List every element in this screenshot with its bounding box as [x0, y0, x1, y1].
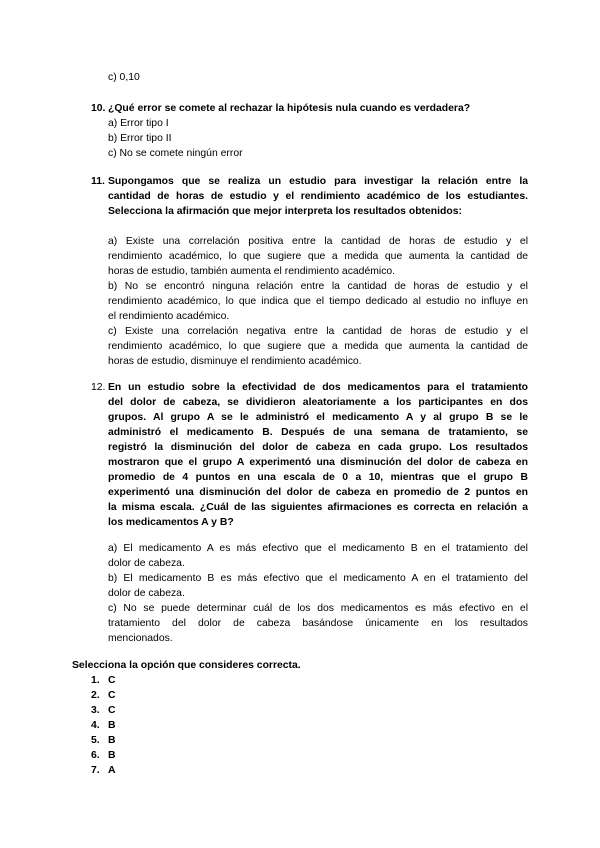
q9-option-c: c) 0,10 [108, 72, 140, 83]
q12-question-line: administró el medicamento B. Después de una semana de tratamiento, se [108, 427, 528, 438]
q11-option-line: a) Existe una correlación positiva entre la cantidad de horas de estudio y el [108, 236, 528, 247]
q11-question-line: Supongamos que se realiza un estudio para investigar la relación entre la [108, 176, 528, 187]
answer-number: 2. [91, 690, 100, 701]
answer-value: B [108, 720, 116, 731]
answer-value: B [108, 750, 116, 761]
q10-question: ¿Qué error se comete al rechazar la hipótesis nula cuando es verdadera? [108, 103, 471, 114]
q12-question-line: del dolor de cabeza, se dividieron aleatoriamente a los participantes en dos [108, 397, 528, 408]
q12-option-line: a) El medicamento A es más efectivo que el medicamento B en el tratamiento del [108, 543, 528, 554]
q12-option-line: c) No se puede determinar cuál de los dos medicamentos es más efectivo en el [108, 603, 528, 614]
answer-value: C [108, 705, 116, 716]
q11-number: 11. [91, 176, 105, 187]
answer-value: C [108, 690, 116, 701]
q11-option-line: rendimiento académico, lo que indica que el tiempo dedicado al estudio no influye en [108, 296, 528, 307]
q11-question-line: Selecciona la afirmación que mejor interpreta los resultados obtenidos: [108, 206, 462, 217]
answer-number: 7. [91, 765, 100, 776]
q12-option-line: mencionados. [108, 633, 173, 644]
answer-value: C [108, 675, 116, 686]
q11-option-line: c) Existe una correlación negativa entre la cantidad de horas de estudio y el [108, 326, 528, 337]
q11-option-line: horas de estudio, disminuye el rendimiento académico. [108, 356, 362, 367]
q11-option-line: rendimiento académico, lo que sugiere que a medida que aumenta la cantidad de [108, 251, 528, 262]
answers-heading: Selecciona la opción que consideres correcta. [72, 660, 301, 671]
answer-number: 3. [91, 705, 100, 716]
answer-number: 5. [91, 735, 100, 746]
q10-number: 10. [91, 103, 106, 114]
q12-question-line: experimentó una disminución del dolor de cabeza en promedio de 2 puntos en [108, 487, 528, 498]
q12-question-line: mostraron que el grupo A experimentó una disminución del dolor de cabeza en [108, 457, 528, 468]
q11-option-line: b) No se encontró ninguna relación entre la cantidad de horas de estudio y el [108, 281, 528, 292]
q12-question-line: la misma escala. ¿Cuál de las siguientes afirmaciones es correcta en relación a [108, 502, 528, 513]
q12-question-line: los medicamentos A y B? [108, 517, 234, 528]
answer-number: 6. [91, 750, 100, 761]
answer-number: 4. [91, 720, 100, 731]
q11-question-line: cantidad de horas de estudio y el rendimiento académico de los estudiantes. [108, 191, 528, 202]
q12-option-line: dolor de cabeza. [108, 588, 185, 599]
q12-question-line: En un estudio sobre la efectividad de dos medicamentos para el tratamiento [108, 382, 528, 393]
q12-question-line: registró la disminución del dolor de cabeza en cada grupo. Los resultados [108, 442, 528, 453]
q10-option-a: a) Error tipo I [108, 118, 169, 129]
answer-value: B [108, 735, 116, 746]
q12-option-line: dolor de cabeza. [108, 558, 185, 569]
q11-option-line: horas de estudio, también aumenta el rendimiento académico. [108, 266, 396, 277]
q12-question-line: grupos. Al grupo A se le administró el medicamento A y al grupo B se le [108, 412, 528, 423]
q12-question-line: promedio de 4 puntos en una escala de 0 a 10, mientras que el grupo B [108, 472, 528, 483]
q11-option-line: el rendimiento académico. [108, 311, 230, 322]
answer-number: 1. [91, 675, 100, 686]
q12-option-line: tratamiento del dolor de cabeza basándose únicamente en los resultados [108, 618, 528, 629]
q11-option-line: rendimiento académico, lo que sugiere que a medida que aumenta la cantidad de [108, 341, 528, 352]
q12-number: 12. [91, 382, 106, 393]
q10-option-b: b) Error tipo II [108, 133, 172, 144]
q12-option-line: b) El medicamento B es más efectivo que el medicamento A en el tratamiento del [108, 573, 528, 584]
q10-option-c: c) No se comete ningún error [108, 148, 243, 159]
answer-value: A [108, 765, 116, 776]
